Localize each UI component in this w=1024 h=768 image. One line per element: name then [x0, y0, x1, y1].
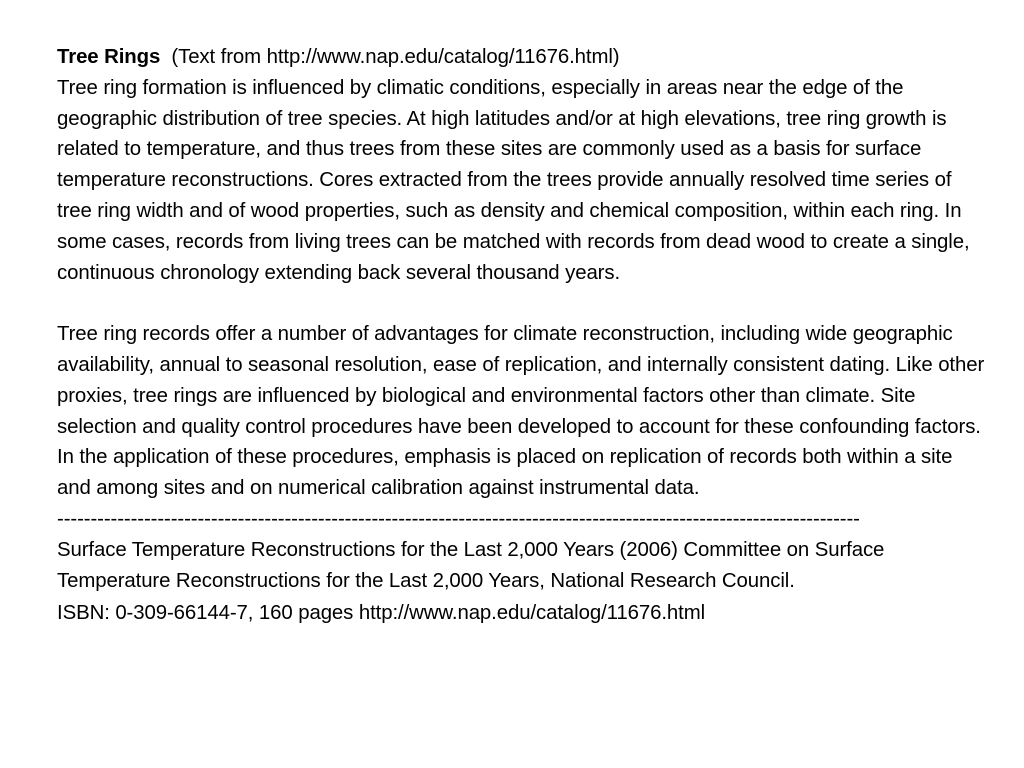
isbn-line: ISBN: 0-309-66144-7, 160 pages http://www.nap.edu/catalog/11676.html	[57, 602, 706, 625]
dashed-divider: ------------------------------------------------------------------------------------------------------------------------	[57, 507, 860, 530]
text-content	[57, 42, 987, 629]
page-title: Tree Rings	[57, 46, 161, 68]
paragraph-formation: Tree ring formation is influenced by climatic conditions, especially in areas near the edge of the geographic distribution of tree species. At high latitudes and/or at high elevations, tree ring growth is related to temperature, and thus trees from these sites are commonly used as a basis for surface temperature reconstructions. Cores extracted from the trees provide annually resolved time series of tree ring width and of wood properties, such as density and chemical composition, within each ring. In some cases, records from living trees can be matched with records from dead wood to create a single, continuous chronology extending back several thousand years.	[57, 76, 970, 284]
title-line	[57, 42, 987, 73]
paragraph-advantages: Tree ring records offer a number of advantages for climate reconstruction, including wide geographic availability, annual to seasonal resolution, ease of replication, and internally consistent dating. Like other proxies, tree rings are influenced by biological and environmental factors other than climate. Site selection and quality control procedures have been developed to account for these confounding factors. In the application of these procedures, emphasis is placed on replication of records both within a site and among sites and on numerical calibration against instrumental data.	[57, 323, 985, 500]
paragraph-spacer	[57, 288, 987, 319]
citation-text: Surface Temperature Reconstructions for the Last 2,000 Years (2006) Committee on Surface Temperature Reconstructions for the Last 2,000 Years, National Research Council.	[57, 538, 885, 592]
source-note: (Text from http://www.nap.edu/catalog/11676.html)	[171, 46, 620, 68]
